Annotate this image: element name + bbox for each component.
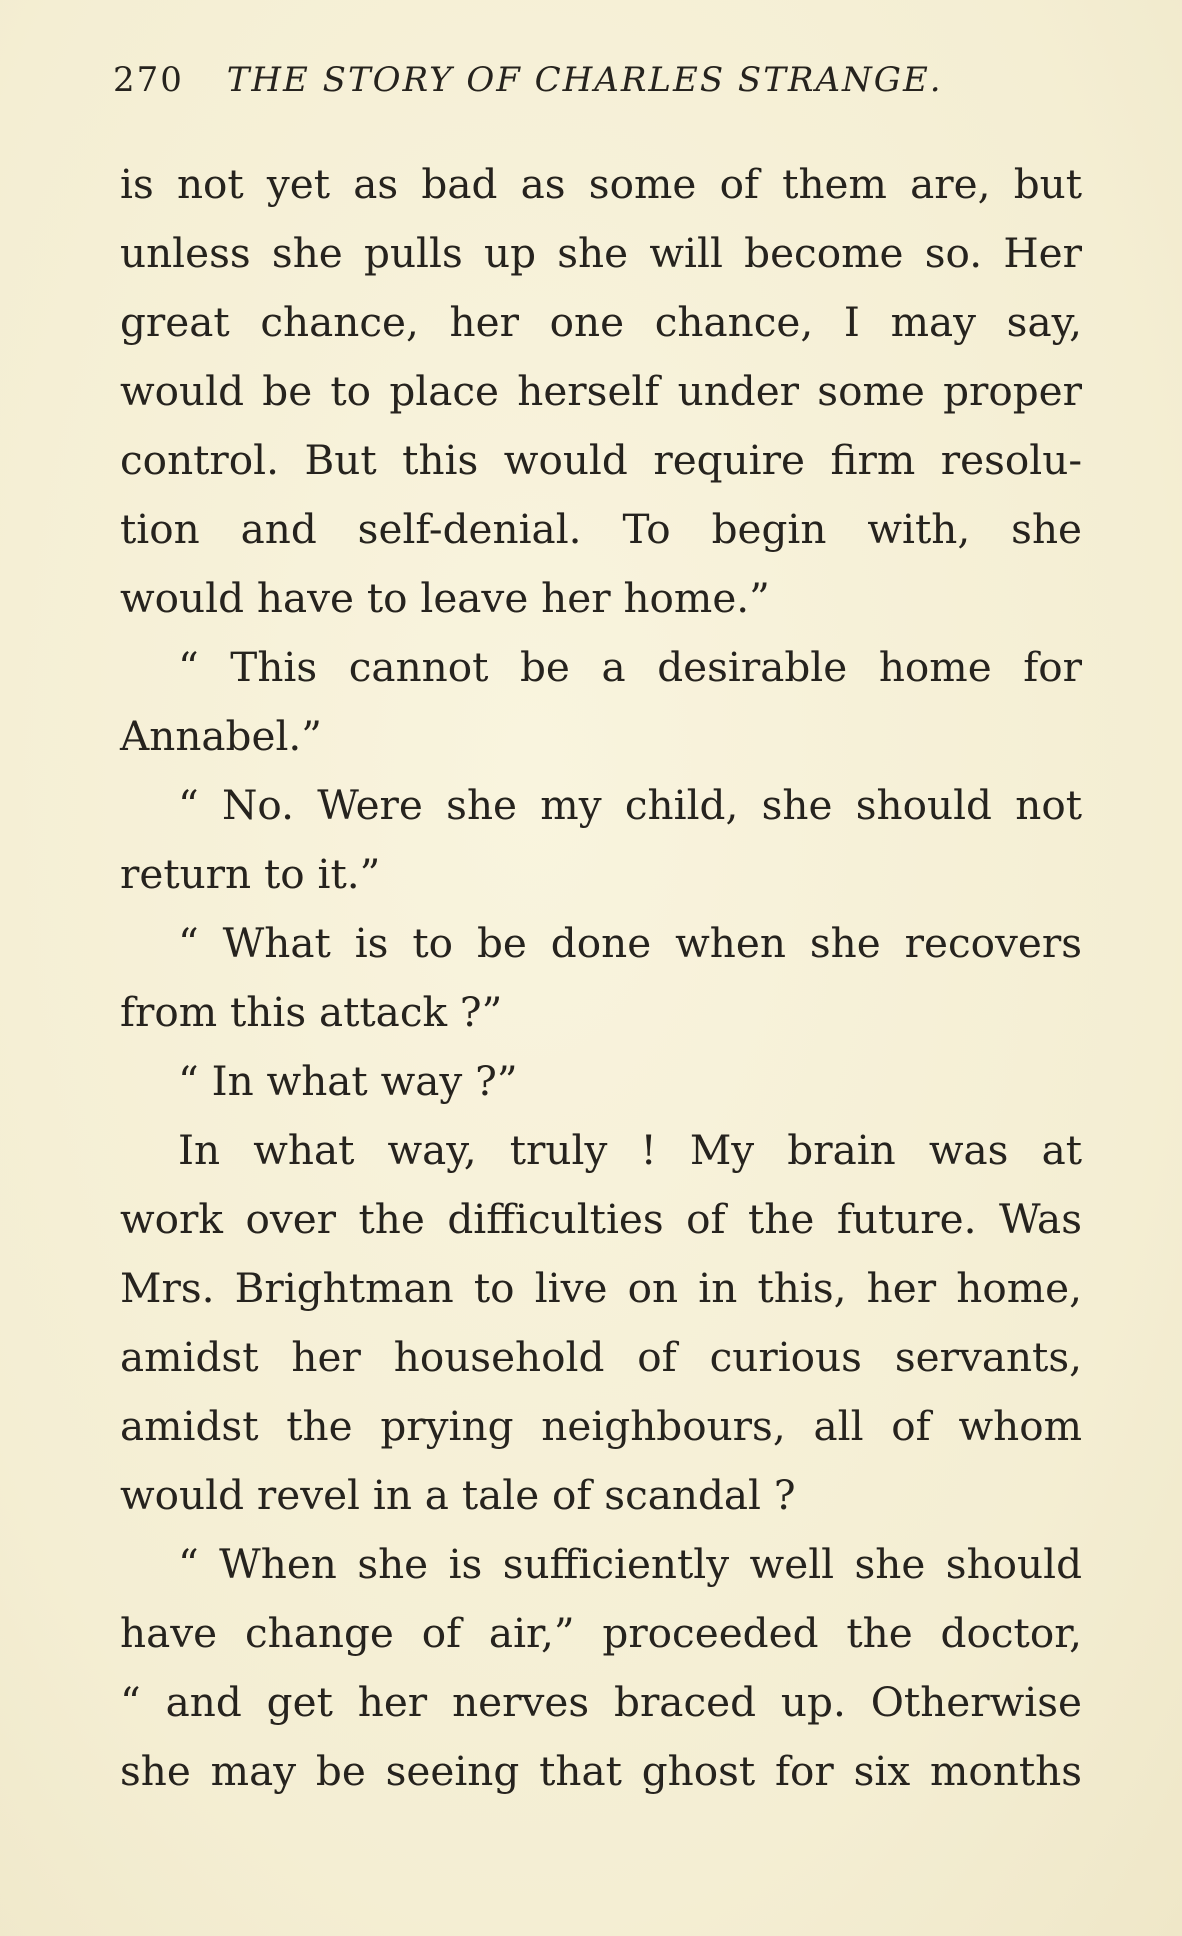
text-line: unless she pulls up she will become so. Her [120,229,1082,277]
text-line: is not yet as bad as some of them are, but [120,160,1082,208]
text-line: “ No. Were she my child, she should not [178,781,1082,829]
running-title: THE STORY OF CHARLES STRANGE. [226,60,943,100]
text-line: have change of air,” proceeded the doctor, [120,1609,1082,1657]
body-text [120,150,1082,1806]
text-line: great chance, her one chance, I may say, [120,298,1082,346]
text-line: Mrs. Brightman to live on in this, her home, [120,1264,1082,1312]
text-line: “ This cannot be a desirable home for [178,643,1082,691]
page-number: 270 [113,60,184,100]
text-line: “ When she is sufficiently well she should [178,1540,1082,1588]
text-line: control. But this would require firm resolu- [120,436,1082,484]
text-line: return to it.” [120,850,381,898]
text-line: “ and get her nerves braced up. Otherwise [120,1678,1082,1726]
text-line: amidst her household of curious servants, [120,1333,1082,1381]
text-line: “ What is to be done when she recovers [178,919,1082,967]
text-line: Annabel.” [120,712,322,760]
running-header [113,60,1073,110]
text-line: she may be seeing that ghost for six months [120,1747,1082,1795]
text-line: would have to leave her home.” [120,574,770,622]
text-line: “ In what way ?” [178,1057,518,1105]
text-line: would be to place herself under some proper [120,367,1082,415]
text-line: In what way, truly ! My brain was at [178,1126,1082,1174]
text-line: would revel in a tale of scandal ? [120,1471,796,1519]
text-line: amidst the prying neighbours, all of whom [120,1402,1082,1450]
text-line: from this attack ?” [120,988,503,1036]
text-line: tion and self-denial. To begin with, she [120,505,1082,553]
text-line: work over the difficulties of the future. Was [120,1195,1082,1243]
